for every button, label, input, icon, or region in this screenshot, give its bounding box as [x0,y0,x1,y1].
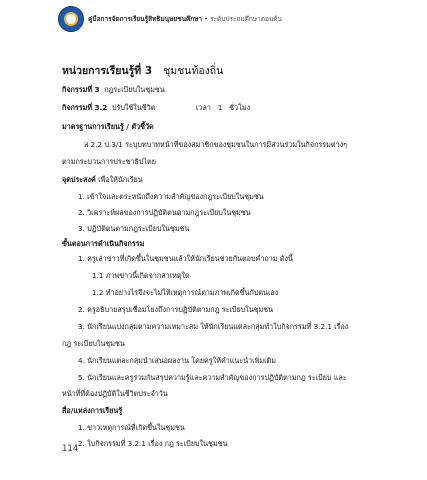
unit-topic: ชุมชนท้องถิ่น [163,65,224,77]
procedure-step-3-cont: กฎ ระเบียบในชุมชน [62,339,125,348]
procedure-heading: ขั้นตอนการดำเนินกิจกรรม [62,239,145,248]
standards-line-2: ตามกระบวนการประชาธิปไตย [62,157,156,166]
media-item: 1. ข่าวเหตุการณ์ที่เกิดขึ้นในชุมชน [78,423,185,432]
sub-activity-line: กิจกรรมที่ 3.2 ปรับใช้ในชีวิต เวลา 1 ชั่วโมง [62,103,251,112]
page-number: 114 [62,444,79,454]
procedure-step-2: 2. ครูอธิบายสรุปเชื่อมโยงถึงการปฏิบัติตามกฎ ระเบียบในชุมชน [78,305,274,314]
header-text: คู่มือการจัดการเรียนรู้สิทธิมนุษยชนศึกษา • ระดับประถมศึกษาตอนต้น [88,15,282,23]
header-title: คู่มือการจัดการเรียนรู้สิทธิมนุษยชนศึกษา [88,15,203,23]
standards-line-1: ส 2.2 ป.3/1 ระบุบทบาทหน้าที่ของสมาชิกของชุมชนในการมีส่วนร่วมในกิจกรรมต่างๆ [84,140,347,149]
procedure-step-3: 3. นักเรียนแบ่งกลุ่มตามความเหมาะสม ให้นักเรียนแต่ละกลุ่มทำใบกิจกรรมที่ 3.2.1 เรื่อง [78,322,349,331]
objective-item: 3. ปฏิบัติตนตามกฎระเบียบในชุมชน [78,224,190,233]
procedure-step-1-2: 1.2 ทำอย่างไรจึงจะไม่ให้เหตุการณ์ตามภาพเกิดขึ้นกับตนเอง [92,288,279,297]
header-subtitle: ระดับประถมศึกษาตอนต้น [210,15,282,23]
objective-item: 2. วิเคราะห์ผลของการปฏิบัติตนตามกฎระเบียบในชุมชน [78,208,251,217]
procedure-step-1: 1. ครูเล่าข่าวที่เกิดขึ้นในชุมชนแล้วให้นักเรียนช่วยกันตอบคำถาม ดังนี้ [78,254,293,263]
activity-line: กิจกรรมที่ 3 กฎระเบียบในชุมชน [62,85,165,94]
procedure-step-1-1: 1.1 ภาพข่าวนี้เกิดจากสาเหตุใด [92,271,190,280]
procedure-step-5-cont: หน้าที่ที่ต้องปฏิบัติในชีวิตประจำวัน [62,389,168,398]
media-heading: สื่อ/แหล่งการเรียนรู้ [62,406,123,415]
page-header [58,6,378,34]
procedure-step-4: 4. นักเรียนแต่ละกลุ่มนำเสนอผลงาน โดยครูให้คำแนะนำเพิ่มเติม [78,356,276,365]
unit-title: หน่วยการเรียนรู้ที่ 3 ชุมชนท้องถิ่น [62,65,224,77]
media-item: 2. ใบกิจกรรมที่ 3.2.1 เรื่อง กฎ ระเบียบในชุมชน [78,439,228,448]
procedure-step-5: 5. นักเรียนและครูร่วมกันสรุปความรู้และความสำคัญของการปฏิบัติตามกฎ ระเบียบ และ [78,373,347,382]
objectives-heading: จุดประสงค์ เพื่อให้นักเรียน [62,175,143,184]
institution-logo-icon [58,6,84,32]
objective-item: 1. เข้าใจและตระหนักถึงความสำคัญของกฎระเบียบในชุมชน [78,192,264,201]
standards-heading: มาตรฐานการเรียนรู้ / ตัวชี้วัด [62,122,154,131]
